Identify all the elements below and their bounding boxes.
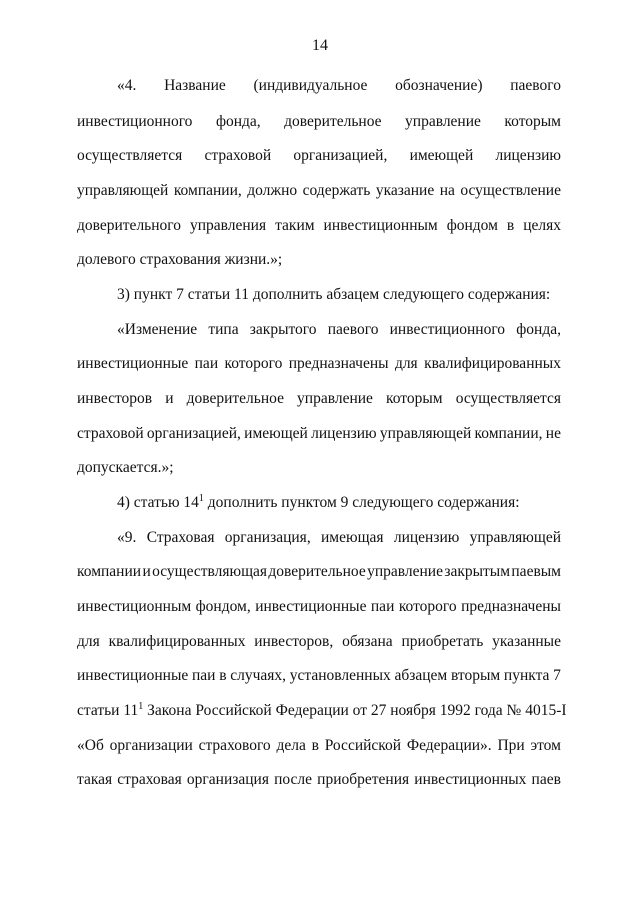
word: доверительное [284,113,382,130]
word: управление [405,113,481,130]
word: имеющая [321,529,384,546]
word: на [439,182,455,199]
superscript: 1 [138,701,144,712]
word: компании [77,563,142,580]
word: управляющей [469,529,561,546]
word: и [142,563,151,580]
word: в [506,217,515,234]
text-line [77,183,561,199]
text-line: 3) пункт 7 статьи 11 дополнить абзацем следующего содержания: [117,286,551,303]
word: фондом [446,217,498,234]
word: приобретения [317,771,410,788]
word: инвестиционного [77,113,193,130]
word: указанные [492,633,561,650]
word: Страховая [146,529,215,546]
word: инвестиционные [255,598,367,615]
word: для [394,355,418,372]
text-line [77,391,561,407]
word: управляющей [379,425,472,442]
word: страховая [117,771,182,788]
word: инвесторов [77,390,153,407]
text-fragment: 4) статью 14 [117,494,199,511]
word: паи [370,598,395,615]
text-line [117,78,561,94]
word: обязана [342,633,393,650]
word: осуществляется [77,147,183,164]
text-line: допускается.»; [77,459,174,476]
word: должно [247,182,298,199]
word: паевого [327,321,379,338]
word: и [165,390,174,407]
word: управление [297,390,373,407]
word: лицензию [495,147,561,164]
text-line [77,114,561,130]
word: «Изменение [117,321,198,338]
word: организация [186,771,269,788]
word: предназначены [288,355,389,372]
text-line [77,599,561,615]
text-line [77,668,561,684]
word: этом [530,737,561,754]
word: имеющей [244,425,308,442]
word: управление [367,563,443,580]
word: предназначены [461,598,561,615]
word: которым [386,390,443,407]
text-line [77,564,561,580]
text-line [77,426,561,442]
word: 7 [553,667,561,684]
word: страхового [198,737,271,754]
text-line [77,701,567,719]
word: лицензию [311,425,377,442]
word: в [311,737,319,754]
word: управления [189,217,267,234]
word: фонда, [516,321,561,338]
text-fragment: статьи 11 [77,702,139,719]
text-line [77,772,561,788]
text-fragment: дополнить пунктом 9 следующего содержания: [203,494,520,511]
word: закрытого [249,321,317,338]
word: (индивидуальное [253,77,368,94]
word: паи [191,667,216,684]
word: управляющей [77,182,169,199]
word: «4. [117,77,137,94]
word: организацией, [146,425,241,442]
word: фондом, [195,598,251,615]
word: пункта [503,667,550,684]
word: инвестиционного [389,321,506,338]
word: абзацем [394,667,448,684]
word: которого [224,355,283,372]
text-line [77,634,561,650]
word: установленных [289,667,391,684]
word: организацией, [293,147,388,164]
word: такая [77,771,113,788]
word: типа [208,321,239,338]
word: инвесторов, [254,633,334,650]
word: Российской [324,737,402,754]
word: случаях, [230,667,287,684]
word: которого [398,598,457,615]
word: квалифицированных [108,633,246,650]
word: паи [194,355,219,372]
word: осуществление [460,182,561,199]
word: компании, [474,425,543,442]
word: страховой [77,425,144,442]
word: дела [276,737,306,754]
word: инвестиционные [77,667,189,684]
word: организация, [224,529,311,546]
text-line [117,530,561,546]
word: инвестиционные [77,355,189,372]
word: приобретать [401,633,484,650]
word: целях [523,217,561,234]
word: осуществляющая [152,563,268,580]
superscript: 1 [198,493,204,504]
word: организации [109,737,193,754]
word: инвестиционным [323,217,438,234]
word: доверительного [77,217,182,234]
word: страховой [204,147,272,164]
text-line [77,356,561,372]
word: таким [275,217,315,234]
word: паев [531,771,561,788]
text-line [77,738,561,754]
word: не [545,425,561,442]
word: Федерации». [406,737,492,754]
word: осуществляется [455,390,561,407]
word: паевым [511,563,561,580]
word: содержать [302,182,371,199]
text-line [117,495,561,511]
word: Название [164,77,226,94]
word: указание [375,182,435,199]
word: фонда, [215,113,261,130]
word: доверительное [268,563,366,580]
word: инвестиционных [414,771,527,788]
text-line [117,322,561,338]
word: которым [504,113,561,130]
word: обозначение) [395,77,483,94]
word: При [497,737,525,754]
word: в [219,667,227,684]
word: «9. [117,529,137,546]
word: паевого [510,77,561,94]
word: «Об [77,737,104,754]
word: доверительное [186,390,284,407]
text-line [77,218,561,234]
page-number: 14 [312,37,328,54]
text-line [77,148,561,164]
word: закрытым [444,563,511,580]
word: квалифицированных [424,355,561,372]
word: после [274,771,313,788]
word: лицензию [393,529,460,546]
word: компании, [173,182,242,199]
word: для [77,633,100,650]
word: инвестиционным [77,598,192,615]
word: вторым [450,667,501,684]
text-fragment: Закона Российской Федерации от 27 ноября 1992 года № 4015-I [143,702,567,719]
text-line: долевого страхования жизни.»; [77,251,283,268]
word: имеющей [409,147,474,164]
